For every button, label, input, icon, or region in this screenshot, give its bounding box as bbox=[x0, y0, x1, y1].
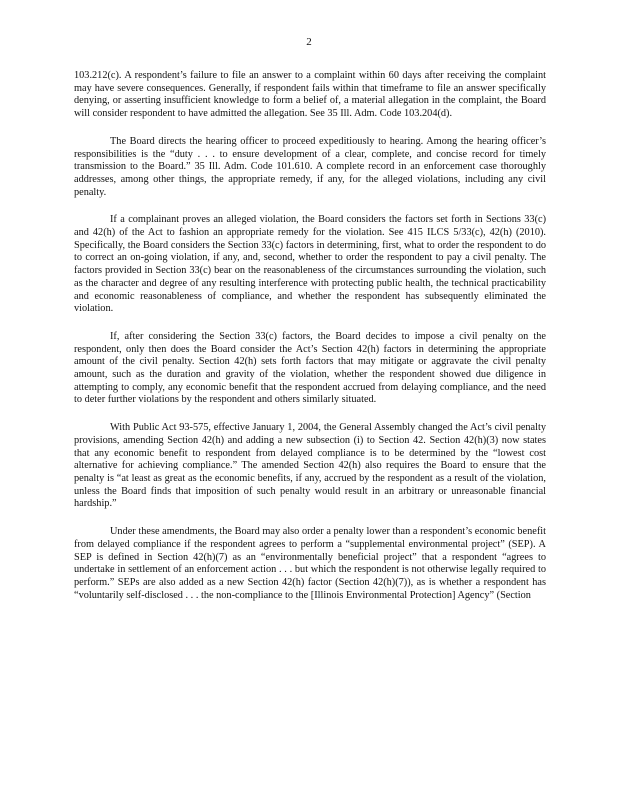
paragraph-public-act-93-575: With Public Act 93-575, effective January 1, 2004, the General Assembly changed the Act’s civil penalty provisions, amending Section 42(h) and adding a new subsection (i) to Section 42. Section 42(h)(3) now states that any economic benefit to respondent from delayed compliance is to be determined by the “lowest cost alternative for achieving compliance.” The amended Section 42(h) also requires the Board to ensure that the penalty is “at least as great as the economic benefits, if any, accrued by the respondent as a result of the violation, unless the Board finds that imposition of such penalty would result in an arbitrary or unreasonable financial hardship.” bbox=[74, 422, 546, 510]
paragraph-answer-consequences: 103.212(c). A respondent’s failure to file an answer to a complaint within 60 days after receiving the complaint may have severe consequences. Generally, if respondent fails within that timeframe to file an answer specifically denying, or asserting insufficient knowledge to form a belief of, a material allegation in the complaint, the Board will consider respondent to have admitted the allegation. See 35 Ill. Adm. Code 103.204(d). bbox=[74, 70, 546, 120]
paragraph-hearing-officer: The Board directs the hearing officer to proceed expeditiously to hearing. Among the hearing officer’s responsibilities is the “duty . . . to ensure development of a clear, complete, and concise record for timely transmission to the Board.” 35 Ill. Adm. Code 101.610. A complete record in an enforcement case thoroughly addresses, among other things, the appropriate remedy, if any, for the alleged violations, including any civil penalty. bbox=[74, 135, 546, 198]
paragraph-section-42h-factors: If, after considering the Section 33(c) factors, the Board decides to impose a civil penalty on the respondent, only then does the Board consider the Act’s Section 42(h) factors in determining the appropriate amount of the civil penalty. Section 42(h) sets forth factors that may mitigate or aggravate the civil penalty amount, such as the duration and gravity of the violation, whether the respondent showed due diligence in attempting to comply, any economic benefit that the respondent accrued from delaying compliance, and the need to deter further violations by the respondent and others similarly situated. bbox=[74, 330, 546, 406]
paragraph-supplemental-environmental-project: Under these amendments, the Board may also order a penalty lower than a respondent’s economic benefit from delayed compliance if the respondent agrees to perform a “supplemental environmental project” (SEP). A SEP is defined in Section 42(h)(7) as an “environmentally beneficial project” that a respondent “agrees to undertake in settlement of an enforcement action . . . but which the respondent is not otherwise legally required to perform.” SEPs are also added as a new Section 42(h) factor (Section 42(h)(7)), as is whether a respondent has “voluntarily self-disclosed . . . the non-compliance to the [Illinois Environmental Protection] Agency” (Section bbox=[74, 526, 546, 601]
page-number: 2 bbox=[306, 36, 312, 48]
paragraph-section-33c-factors: If a complainant proves an alleged violation, the Board considers the factors set forth in Sections 33(c) and 42(h) of the Act to fashion an appropriate remedy for the violation. See 415 ILCS 5/33(c), 42(h) (2010). Specifically, the Board considers the Section 33(c) factors in determining, first, what to order the respondent to do to correct an on-going violation, if any, and, second, whether to order the respondent to pay a civil penalty. The factors provided in Section 33(c) bear on the reasonableness of the circumstances surrounding the violation, such as the character and degree of any resulting interference with protecting public health, the technical practicability and economic reasonableness of compliance, and whether the respondent has subsequently eliminated the violation. bbox=[74, 214, 546, 315]
body-text bbox=[74, 70, 546, 602]
